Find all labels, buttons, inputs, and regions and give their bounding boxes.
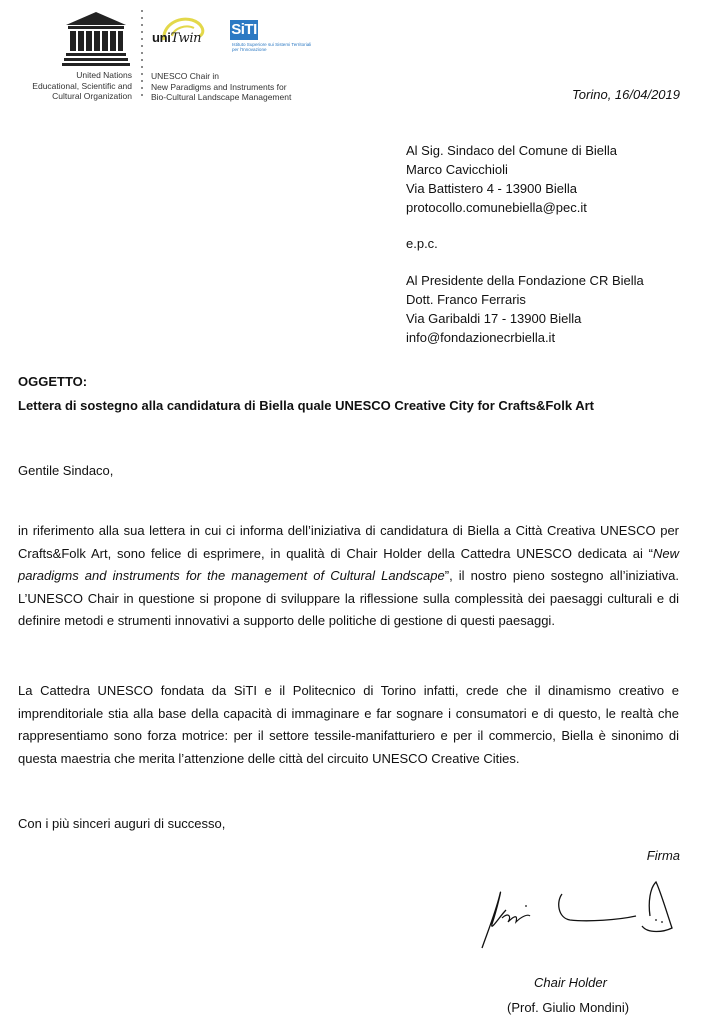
- paragraph-1: [18, 520, 679, 633]
- handwritten-signature: [478, 876, 678, 956]
- unitwin-logo: [152, 30, 201, 46]
- subject-label: OGGETTO:: [18, 374, 88, 389]
- letter-date: Torino, 16/04/2019: [572, 87, 680, 102]
- subject-line: Lettera di sostegno alla candidatura di Biella quale UNESCO Creative City for Crafts&Folk Art: [18, 398, 594, 413]
- address-line: Dott. Franco Ferraris: [406, 292, 526, 307]
- header-divider: [139, 10, 145, 106]
- closing-line: Con i più sinceri auguri di successo,: [18, 816, 226, 831]
- email-address: protocollo.comunebiella@pec.it: [406, 200, 587, 215]
- chair-caption-line: New Paradigms and Instruments for: [151, 81, 287, 92]
- unesco-logo: [62, 10, 130, 68]
- siti-logo: SiTI: [231, 21, 257, 38]
- chair-title-italic: New paradigms and instruments for the management of Cultural Landscape: [18, 545, 679, 583]
- salutation: Gentile Sindaco,: [18, 463, 114, 478]
- address-line: Via Garibaldi 17 - 13900 Biella: [406, 311, 582, 326]
- signer-name: (Prof. Giulio Mondini): [507, 1000, 630, 1015]
- unesco-caption-line: Educational, Scientific and: [32, 80, 132, 91]
- chair-caption: [151, 71, 311, 103]
- address-line: Via Battistero 4 - 13900 Biella: [406, 181, 578, 196]
- siti-subtitle: Istituto Superiore sui Sistemi Territoriali per l'Innovazione: [232, 42, 312, 52]
- chair-caption-line: UNESCO Chair in: [151, 71, 220, 81]
- recipient-address-2: [406, 271, 644, 347]
- signer-title: Chair Holder: [534, 975, 607, 990]
- unesco-temple-icon: [62, 10, 130, 68]
- firma-label: Firma: [646, 848, 680, 863]
- address-line: Al Sig. Sindaco del Comune di Biella: [406, 143, 618, 158]
- chair-caption-line: Bio-Cultural Landscape Management: [151, 92, 292, 102]
- unesco-caption-line: Cultural Organization: [52, 91, 132, 101]
- address-line: Al Presidente della Fondazione CR Biella: [406, 273, 644, 288]
- unesco-caption: [14, 70, 132, 102]
- unitwin-part2: Twin: [170, 31, 202, 46]
- email-address: info@fondazionecrbiella.it: [406, 330, 556, 345]
- paragraph-1-text: in riferimento alla sua lettera in cui ci informa dell’iniziativa di candidatura di Biella a Città Creativa UNESCO per Crafts&Folk Art, sono felice di esprimere, in qualità di Chair Holder della Cattedra UNESCO dedicata ai “: [18, 523, 679, 561]
- paragraph-1-text: ”, il nostro pieno sostegno all’iniziativa. L’UNESCO Chair in questione si propone di sviluppare la riflessione sulla complessità dei paesaggi culturali e di definire metodi e strumenti innovativi a supporto delle politiche di gestione di questi paesaggi.: [18, 568, 680, 628]
- unitwin-part1: uni: [152, 30, 171, 45]
- address-line: Marco Cavicchioli: [406, 162, 508, 177]
- unesco-caption-line: United Nations: [76, 70, 132, 80]
- recipient-address-1: [406, 141, 617, 217]
- epc-label: e.p.c.: [406, 236, 438, 251]
- paragraph-2: La Cattedra UNESCO fondata da SiTI e il Politecnico di Torino infatti, crede che il dinamismo creativo e imprenditoriale stia alla base della capacità di immaginare e far sognare i consumatori e di questo, le realtà che rappresentiamo sono forza motrice: per il settore tessile-manifatturiero e per il commercio, Biella è sinonimo di questa maestria che merita l’attenzione delle città del circuito UNESCO Creative Cities.: [18, 683, 679, 766]
